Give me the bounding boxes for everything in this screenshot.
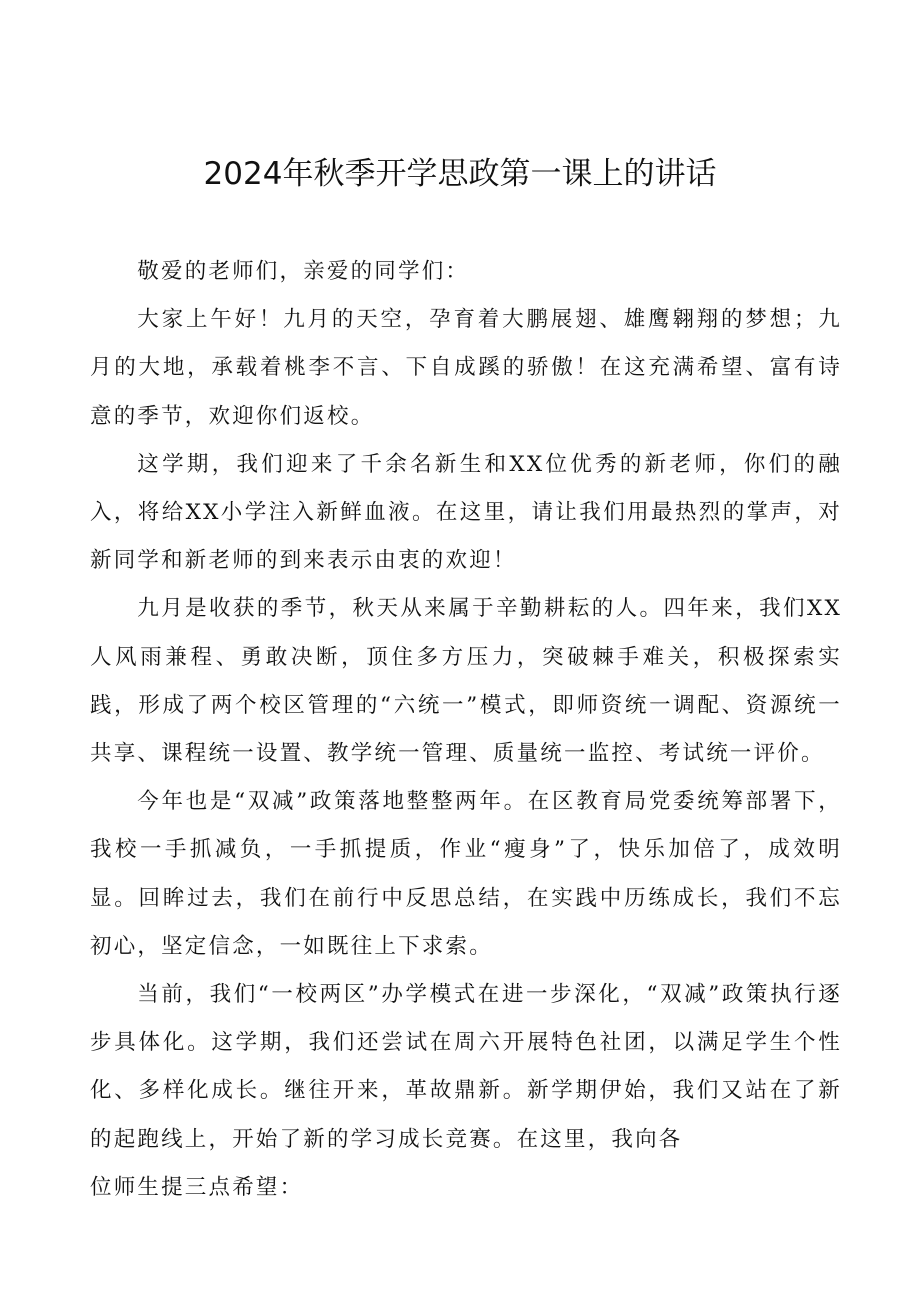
paragraph-current: 当前，我们“一校两区”办学模式在进一步深化，“双减”政策执行逐步具体化。这学期，我们还尝试在周六开展特色社团，以满足学生个性化、多样化成长。继往开来，革故鼎新。新学期伊始，我们又站在了新的起跑线上，开始了新的学习成长竞赛。在这里，我向各: [90, 982, 842, 1152]
document-body: [90, 248, 842, 1212]
paragraph-welcome-new: 这学期，我们迎来了千余名新生和XX位优秀的新老师，你们的融入，将给XX小学注入新鲜血液。在这里，请让我们用最热烈的掌声，对新同学和新老师的到来表示由衷的欢迎！: [90, 451, 842, 574]
paragraph-greeting: 大家上午好！九月的天空，孕育着大鹏展翅、雄鹰翱翔的梦想；九月的大地，承载着桃李不言、下自成蹊的骄傲！在这充满希望、富有诗意的季节，欢迎你们返校。: [90, 307, 842, 429]
paragraph-hopes-intro: 位师生提三点希望：: [90, 1174, 304, 1200]
paragraph-double-reduction: 今年也是“双减”政策落地整整两年。在区教育局党委统筹部署下，我校一手抓减负，一手抓提质，作业“瘦身”了，快乐加倍了，成效明显。回眸过去，我们在前行中反思总结，在实践中历练成长，我们不忘初心，坚定信念，一如既往上下求索。: [90, 789, 842, 959]
paragraph-salutation: 敬爱的老师们，亲爱的同学们：: [137, 259, 470, 284]
paragraph-achievements: 九月是收获的季节，秋天从来属于辛勤耕耘的人。四年来，我们XX人风雨兼程、勇敢决断，顶住多方压力，突破棘手难关，积极探索实践，形成了两个校区管理的“六统一”模式，即师资统一调配、资源统一共享、课程统一设置、教学统一管理、质量统一监控、考试统一评价。: [90, 596, 842, 767]
document-title: 2024年秋季开学思政第一课上的讲话: [203, 156, 717, 192]
